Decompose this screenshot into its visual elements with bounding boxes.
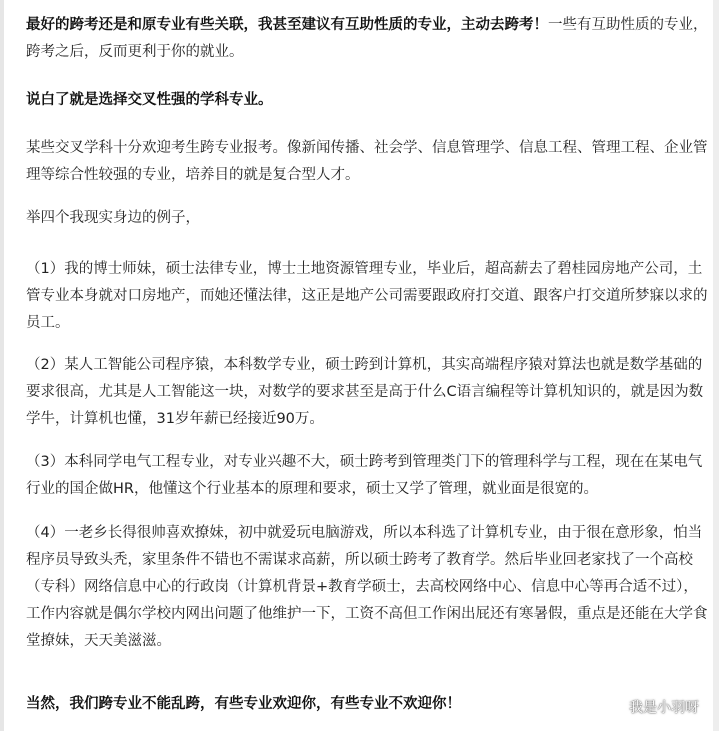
paragraph-example-1: （1）我的博士师妹，硕士法律专业，博士土地资源管理专业，毕业后，超高薪去了碧桂园房地产公司，土管专业本身就对口房地产，而她还懂法律，这正是地产公司需要跟政府打交道、跟客户打交道所梦寐以求的员工。 bbox=[26, 261, 708, 331]
paragraph-example-4: （4）一老乡长得很帅喜欢撩妹，初中就爱玩电脑游戏，所以本科选了计算机专业，由于很在意形象，怕当程序员导致头秃，家里条件不错也不需谋求高薪，所以硕士跨考了教育学。然后毕业回老家找了一个高校（专科）网络信息中心的行政岗（计算机背景+教育学硕士，去高校网络中心、信息中心等再合适不过），工作内容就是偶尔学校内网出问题了他维护一下，工资不高但工作闲出屁还有寒暑假，重点是还能在大学食堂撩妹，天天美滋滋。 bbox=[26, 525, 708, 649]
intro-bold-text: 最好的跨考还是和原专业有些关联，我甚至建议有互助性质的专业，主动去跨考！ bbox=[26, 17, 548, 33]
author-watermark: 我是小羽呀 bbox=[629, 700, 699, 716]
paragraph-example-2: （2）某人工智能公司程序猿，本科数学专业，硕士跨到计算机，其实高端程序猿对算法也就是数学基础的要求很高，尤其是人工智能这一块，对数学的要求甚至是高于什么C语言编程等计算机知识的，就是因为数学牛，计算机也懂，31岁年薪已经接近90万。 bbox=[26, 357, 704, 427]
paragraph-cross-disciplines: 某些交叉学科十分欢迎考生跨专业报考。像新闻传播、社会学、信息管理学、信息工程、管理工程、企业管理等综合性较强的专业，培养目的就是复合型人才。 bbox=[26, 140, 708, 183]
paragraph-conclusion: 当然，我们跨专业不能乱跨，有些专业欢迎你，有些专业不欢迎你！ bbox=[26, 696, 461, 712]
paragraph-intro bbox=[26, 12, 710, 66]
paragraph-example-3: （3）本科同学电气工程专业，对专业兴趣不大，硕士跨考到管理类门下的管理科学与工程，现在在某电气行业的国企做HR，他懂这个行业基本的原理和要求，硕士又学了管理，就业面是很宽的。 bbox=[26, 454, 703, 497]
paragraph-summary: 说白了就是选择交叉性强的学科专业。 bbox=[26, 92, 273, 108]
paragraph-examples-intro: 举四个我现实身边的例子， bbox=[26, 210, 200, 226]
intro-rest-text: 一些有互助性质的专业，跨考之后，反而更利于你的就业。 bbox=[26, 17, 708, 60]
